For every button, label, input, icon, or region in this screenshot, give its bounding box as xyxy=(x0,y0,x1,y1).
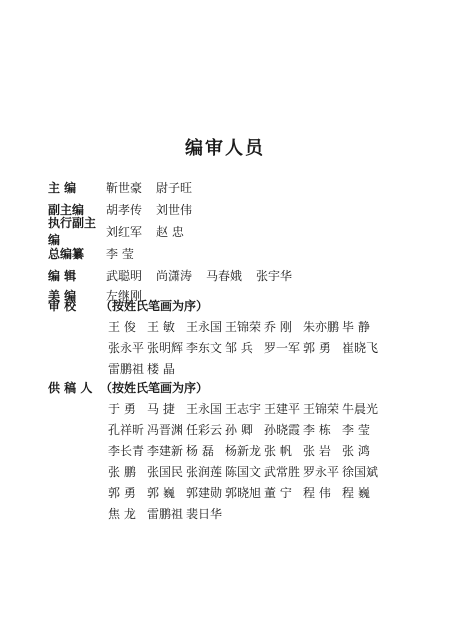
person-name: 崔晓飞 xyxy=(342,341,379,355)
person-name: 左继刚 xyxy=(106,288,143,303)
role-names xyxy=(106,179,206,196)
person-name: 雷鹏祖 xyxy=(147,507,184,521)
role-label: 主 编 xyxy=(48,180,77,195)
person-name: 张国民 xyxy=(147,465,184,479)
person-name: 楼 晶 xyxy=(147,362,175,376)
person-name: 王建平 xyxy=(264,402,301,416)
person-name: 郭晓旭 xyxy=(225,486,262,500)
person-name: 张永平 xyxy=(108,341,145,355)
person-name: 邹 兵 xyxy=(225,341,253,355)
role-row xyxy=(48,266,306,284)
name-row xyxy=(108,503,428,524)
person-name: 张宇华 xyxy=(256,268,293,283)
person-name: 李 莹 xyxy=(342,423,370,437)
person-name: 王锦荣 xyxy=(225,320,262,334)
review-note: （按姓氏笔画为序） xyxy=(100,298,209,313)
name-row xyxy=(108,461,428,482)
person-name: 乔 刚 xyxy=(264,320,292,334)
role-names xyxy=(106,201,206,218)
contributors-note: （按姓氏笔画为序） xyxy=(100,380,209,395)
role-label: 总编纂 xyxy=(48,246,85,261)
person-name: 程 巍 xyxy=(342,486,370,500)
person-name: 尉子旺 xyxy=(156,180,193,195)
name-row xyxy=(108,398,428,419)
person-name: 罗一军 xyxy=(264,341,301,355)
role-row xyxy=(48,178,206,196)
review-names-grid xyxy=(108,316,428,379)
person-name: 李东文 xyxy=(186,341,223,355)
person-name: 孔祥昕 xyxy=(108,423,145,437)
person-name: 李长青 xyxy=(108,444,145,458)
person-name: 于 勇 xyxy=(108,402,136,416)
role-label: 美 编 xyxy=(48,288,77,303)
person-name: 刘世伟 xyxy=(156,202,193,217)
person-name: 董 宁 xyxy=(264,486,292,500)
page-title: 编审人员 xyxy=(185,138,265,159)
review-section-header xyxy=(48,296,208,314)
person-name: 张 岩 xyxy=(303,444,331,458)
person-name: 武常胜 xyxy=(264,465,301,479)
person-name: 杨 磊 xyxy=(186,444,214,458)
contributors-section-header xyxy=(48,378,208,396)
role-row xyxy=(48,244,148,262)
name-row xyxy=(108,440,428,461)
person-name: 王 敏 xyxy=(147,320,175,334)
person-name: 张 鸿 xyxy=(342,444,370,458)
person-name: 李建新 xyxy=(147,444,184,458)
person-name: 马春娥 xyxy=(206,268,243,283)
role-row xyxy=(48,216,198,247)
role-names xyxy=(106,223,198,240)
person-name: 杨新龙 xyxy=(225,444,262,458)
role-names xyxy=(106,267,306,284)
person-name: 郭 勇 xyxy=(303,341,331,355)
person-name: 武聪明 xyxy=(106,268,143,283)
name-row xyxy=(108,358,428,379)
person-name: 马 捷 xyxy=(147,402,175,416)
person-name: 赵 忠 xyxy=(156,224,184,239)
role-label: 编 辑 xyxy=(48,268,77,283)
name-row xyxy=(108,419,428,440)
contributors-label: 供 稿 人 xyxy=(48,380,93,395)
person-name: 朱亦鹏 xyxy=(303,320,340,334)
person-name: 王 俊 xyxy=(108,320,136,334)
name-row xyxy=(108,337,428,358)
name-row xyxy=(108,316,428,337)
person-name: 靳世豪 xyxy=(106,180,143,195)
person-name: 裴日华 xyxy=(186,507,223,521)
person-name: 张 帆 xyxy=(264,444,292,458)
person-name: 郭 巍 xyxy=(147,486,175,500)
person-name: 郭建勋 xyxy=(186,486,223,500)
person-name: 任彩云 xyxy=(186,423,223,437)
person-name: 郭 勇 xyxy=(108,486,136,500)
person-name: 王永国 xyxy=(186,402,223,416)
person-name: 张 鹏 xyxy=(108,465,136,479)
person-name: 焦 龙 xyxy=(108,507,136,521)
name-row xyxy=(108,482,428,503)
person-name: 徐国斌 xyxy=(342,465,379,479)
person-name: 张润莲 xyxy=(186,465,223,479)
person-name: 尚潇涛 xyxy=(156,268,193,283)
person-name: 王永国 xyxy=(186,320,223,334)
person-name: 刘红军 xyxy=(106,224,143,239)
person-name: 孙 卿 xyxy=(225,423,253,437)
contributors-names-grid xyxy=(108,398,428,524)
person-name: 雷鹏祖 xyxy=(108,362,145,376)
review-label: 审 校 xyxy=(48,298,77,313)
role-label: 副主编 xyxy=(48,202,85,217)
person-name: 罗永平 xyxy=(303,465,340,479)
person-name: 孙晓霞 xyxy=(264,423,301,437)
person-name: 牛晨光 xyxy=(342,402,379,416)
person-name: 张明辉 xyxy=(147,341,184,355)
person-name: 冯晋渊 xyxy=(147,423,184,437)
person-name: 李 栋 xyxy=(303,423,331,437)
person-name: 程 伟 xyxy=(303,486,331,500)
person-name: 王志宇 xyxy=(225,402,262,416)
person-name: 王锦荣 xyxy=(303,402,340,416)
person-name: 陈国文 xyxy=(225,465,262,479)
person-name: 胡孝传 xyxy=(106,202,143,217)
person-name: 毕 静 xyxy=(342,320,370,334)
person-name: 李 莹 xyxy=(106,246,134,261)
role-names xyxy=(106,245,148,262)
role-label: 执行副主编 xyxy=(48,216,97,247)
